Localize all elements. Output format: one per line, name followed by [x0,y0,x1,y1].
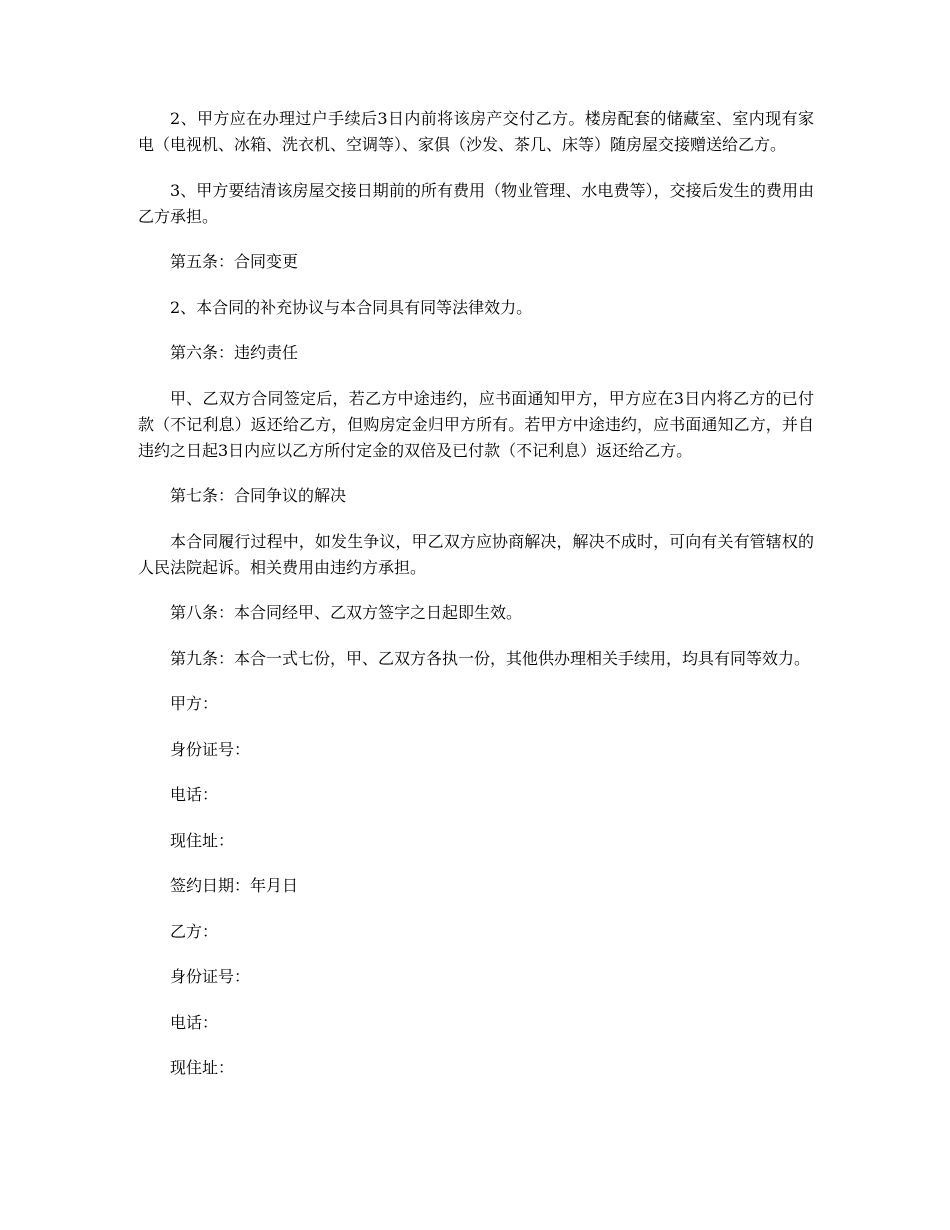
clause-4-item-3: 3、甲方要结清该房屋交接日期前的所有费用（物业管理、水电费等），交接后发生的费用由乙方承担。 [138,180,814,226]
party-b-address: 现住址： [170,1058,235,1077]
party-a-label: 甲方： [170,694,219,713]
party-a-phone: 电话： [170,785,219,804]
clause-4-item-2: 2、甲方应在办理过户手续后3日内前将该房产交付乙方。楼房配套的储藏室、室内现有家电（电视机、冰箱、洗衣机、空调等）、家俱（沙发、茶几、床等）随房屋交接赠送给乙方。 [138,109,814,154]
document-body [138,106,814,1101]
party-a-id-number: 身份证号： [170,739,251,759]
clause-9: 第九条：本合一式七份，甲、乙双方各执一份，其他供办理相关手续用，均具有同等效力。 [170,648,811,668]
clause-8: 第八条：本合同经甲、乙双方签字之日起即生效。 [170,603,523,622]
clause-7-heading: 第七条：合同争议的解决 [170,486,347,505]
clause-7-body: 本合同履行过程中，如发生争议，甲乙双方应协商解决，解决不成时，可向有关有管辖权的人民法院起诉。相关费用由违约方承担。 [138,531,814,577]
party-a-address: 现住址： [170,830,235,850]
clause-6-heading: 第六条：违约责任 [170,343,299,362]
party-b-label: 乙方： [170,921,219,941]
party-b-phone: 电话： [170,1012,219,1032]
clause-5-item-2: 2、本合同的补充协议与本合同具有同等法律效力。 [170,297,533,317]
clause-6-body: 甲、乙双方合同签定后，若乙方中途违约，应书面通知甲方，甲方应在3日内将乙方的已付款（不记利息）返还给乙方，但购房定金归甲方所有。若甲方中途违约，应书面通知乙方，并自违约之日起3日内应以乙方所付定金的双倍及已付款（不记利息）返还给乙方。 [138,388,814,460]
signing-date: 签约日期：年月日 [170,876,299,895]
party-b-id-number: 身份证号： [170,967,251,986]
clause-5-heading: 第五条：合同变更 [170,252,299,271]
